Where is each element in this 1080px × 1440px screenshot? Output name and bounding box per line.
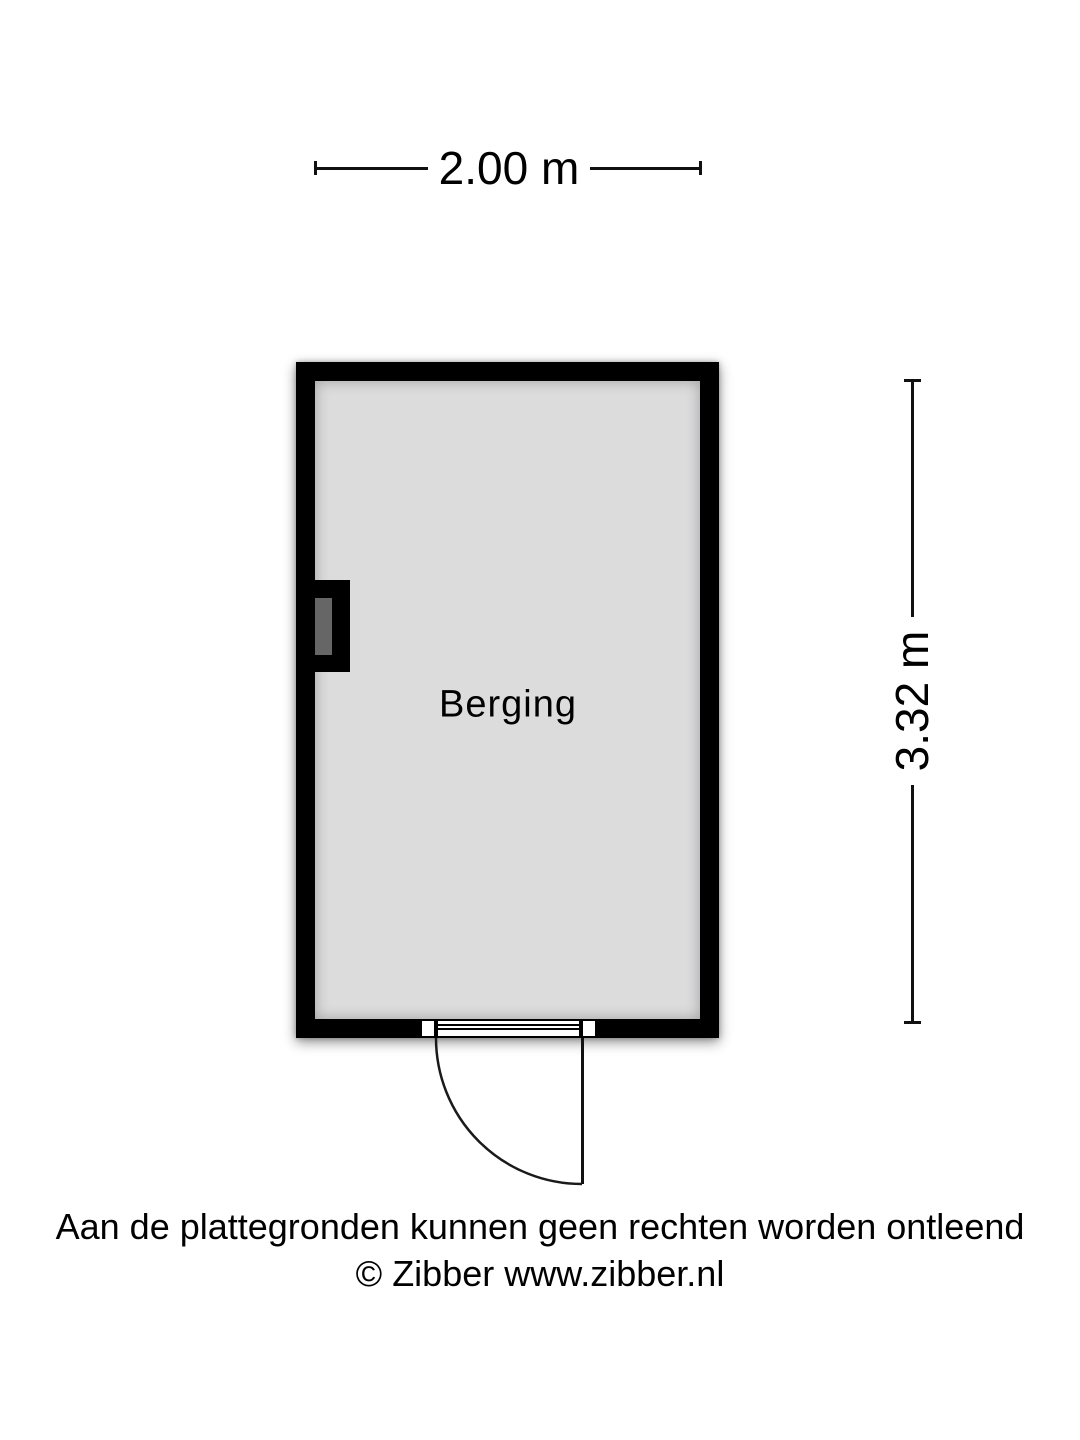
room-name-label: Berging bbox=[439, 683, 577, 726]
width-dimension-label: 2.00 m bbox=[438, 142, 580, 194]
door-threshold-line bbox=[438, 1028, 579, 1030]
wall-duct bbox=[313, 580, 350, 672]
wall-duct-shaft bbox=[315, 598, 332, 655]
width-dimension-line-right bbox=[590, 167, 700, 170]
height-dimension-label: 3.32 m bbox=[886, 630, 938, 772]
door-swing-arc bbox=[434, 1036, 586, 1188]
height-dimension-tick-bottom bbox=[904, 1021, 921, 1024]
disclaimer-text: Aan de plattegronden kunnen geen rechten worden ontleend bbox=[55, 1206, 1025, 1247]
width-dimension-line-left bbox=[315, 167, 428, 170]
copyright-text: © Zibber www.zibber.nl bbox=[355, 1253, 725, 1294]
door-threshold-line bbox=[438, 1024, 579, 1026]
height-dimension-line-bottom bbox=[911, 785, 914, 1022]
width-dimension-tick-right bbox=[699, 161, 702, 175]
height-dimension-line-top bbox=[911, 380, 914, 617]
